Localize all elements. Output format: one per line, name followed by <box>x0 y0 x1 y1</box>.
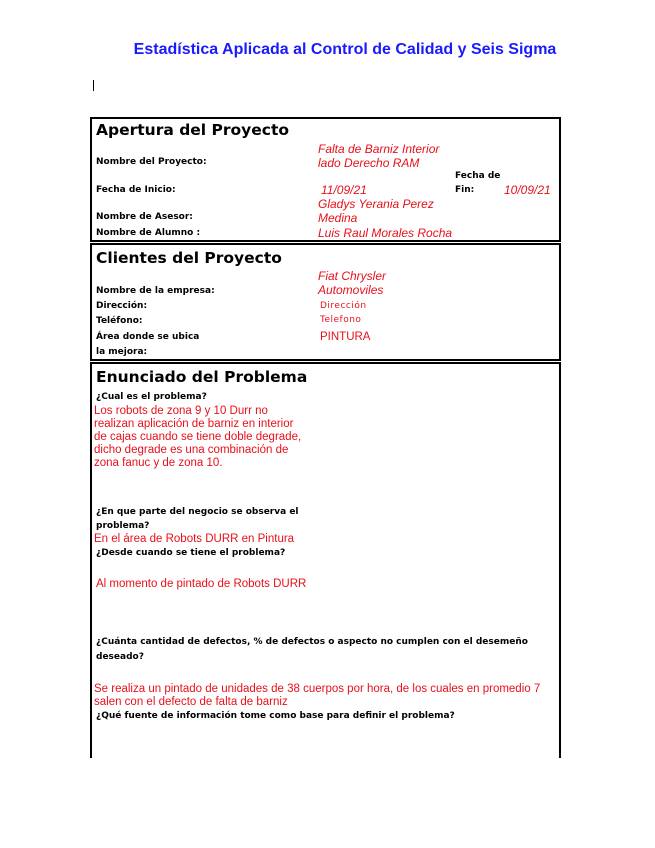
telefono-value[interactable]: Telefono <box>320 315 362 325</box>
clientes-heading: Clientes del Proyecto <box>96 249 282 267</box>
answer-4[interactable]: Se realiza un pintado de unidades de 38 cuerpos por hora, de los cuales en promedio 7 salen con el defecto de falta de barniz <box>94 683 541 708</box>
area-value[interactable]: PINTURA <box>320 331 371 343</box>
alumno-label: Nombre de Alumno : <box>96 228 201 238</box>
document-title: Estadística Aplicada al Control de Calidad y Seis Sigma <box>133 41 557 58</box>
fecha-inicio-label: Fecha de Inicio: <box>96 185 176 195</box>
problema-right-border <box>559 362 561 758</box>
cursor-mark <box>93 80 94 91</box>
alumno-value[interactable]: Luis Raul Morales Rocha <box>318 226 453 240</box>
empresa-label: Nombre de la empresa: <box>96 286 215 296</box>
direccion-value[interactable]: Dirección <box>320 301 367 311</box>
answer-3[interactable]: Al momento de pintado de Robots DURR <box>96 578 307 590</box>
question-3: ¿Desde cuando se tiene el problema? <box>96 548 286 558</box>
question-2: ¿En que parte del negocio se observa el problema? <box>96 507 299 531</box>
nombre-proyecto-value[interactable]: Falta de Barniz Interior lado Derecho RAM <box>318 142 440 170</box>
empresa-value[interactable]: Fiat Chrysler Automoviles <box>318 269 387 297</box>
problema-heading: Enunciado del Problema <box>96 368 308 386</box>
area-label-1: Área donde se ubica <box>96 332 200 342</box>
apertura-heading: Apertura del Proyecto <box>96 121 290 139</box>
nombre-proyecto-label: Nombre del Proyecto: <box>96 157 207 167</box>
fecha-fin-value[interactable]: 10/09/21 <box>504 183 551 197</box>
answer-2[interactable]: En el área de Robots DURR en Pintura <box>94 533 295 545</box>
question-5: ¿Qué fuente de información tome como base para definir el problema? <box>96 711 455 721</box>
fecha-inicio-value[interactable]: 11/09/21 <box>321 183 367 197</box>
fecha-fin-label-top: Fecha de <box>455 171 501 181</box>
area-label-2: la mejora: <box>96 347 148 357</box>
telefono-label: Teléfono: <box>96 316 143 326</box>
fecha-fin-label: Fin: <box>455 185 475 195</box>
problema-top-border <box>90 362 561 364</box>
asesor-value[interactable]: Gladys Yerania Perez Medina <box>318 197 434 225</box>
direccion-label: Dirección: <box>96 301 148 311</box>
question-4: ¿Cuánta cantidad de defectos, % de defectos o aspecto no cumplen con el desemeño deseado? <box>96 637 528 662</box>
problema-left-border <box>90 362 92 758</box>
answer-1[interactable]: Los robots de zona 9 y 10 Durr no realizan aplicación de barniz en interior de cajas cuando se tiene doble degrade, dicho degrade es una combinación de zona fanuc y de zona 10. <box>94 405 302 469</box>
asesor-label: Nombre de Asesor: <box>96 212 193 222</box>
question-1: ¿Cual es el problema? <box>96 392 207 402</box>
